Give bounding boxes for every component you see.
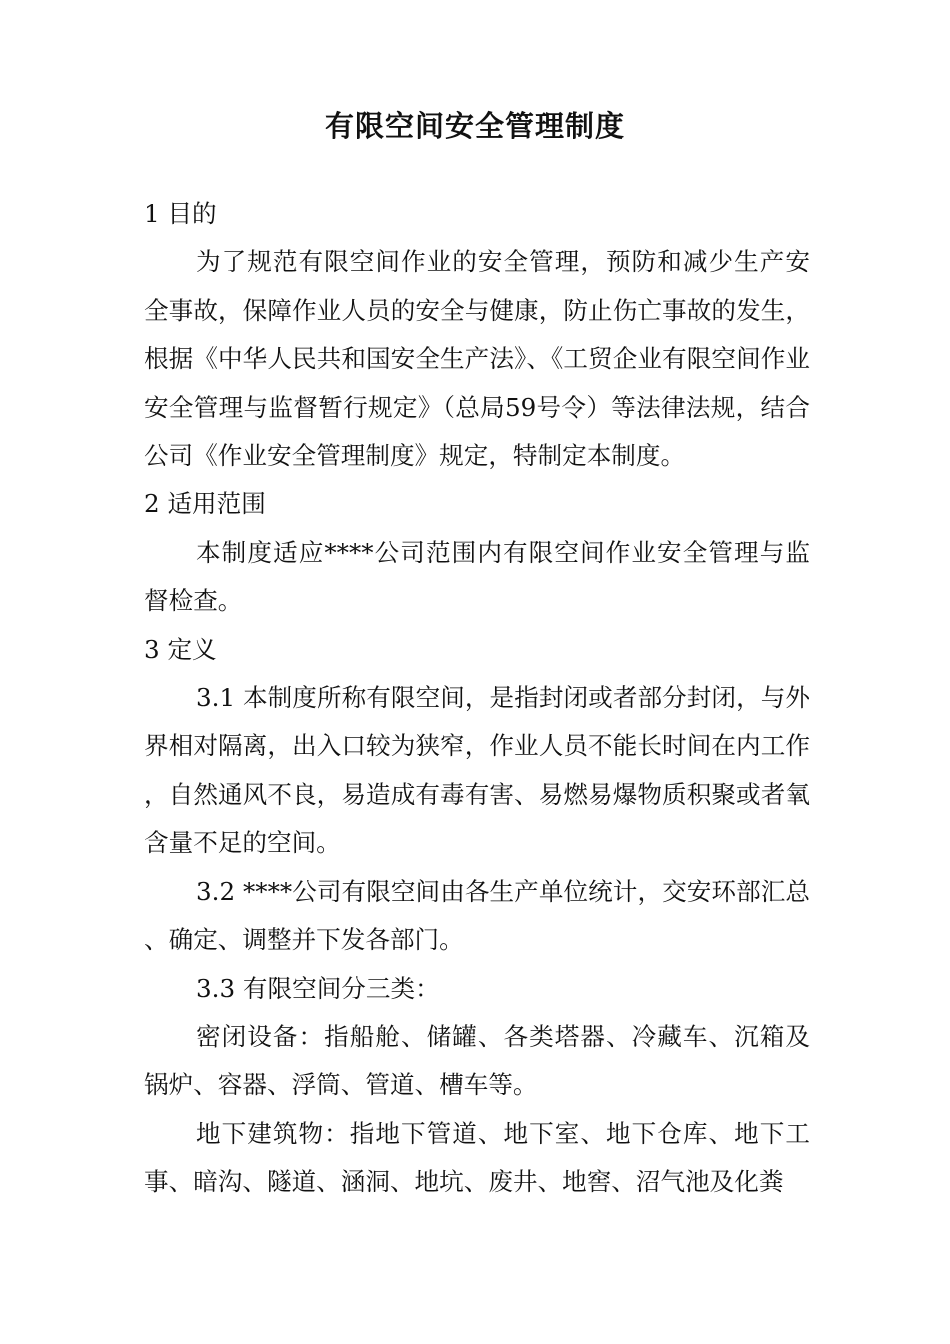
section-heading-definition: 3 定义 [144, 634, 217, 664]
paragraph-definition-3-3: 3.3 有限空间分三类： [196, 973, 440, 1003]
paragraph-definition-3-2: 3.2 ****公司有限空间由各生产单位统计，交安环部汇总、确定、调整并下发各部门。 [144, 876, 810, 955]
page-title: 有限空间安全管理制度 [324, 109, 625, 143]
paragraph-definition-3-1: 3.1 本制度所称有限空间，是指封闭或者部分封闭，与外界相对隔离，出入口较为狭窄，作业人员不能长时间在内工作，自然通风不良，易造成有毒有害、易燃易爆物质积聚或者氧含量不足的空间。 [144, 683, 810, 858]
section-heading-purpose: 1 目的 [144, 199, 217, 228]
paragraph-sealed-equipment: 密闭设备：指船舱、储罐、各类塔器、冷藏车、沉箱及锅炉、容器、浮筒、管道、槽车等。 [144, 1021, 810, 1100]
document-body [144, 190, 810, 1207]
section-heading-scope: 2 适用范围 [144, 489, 266, 519]
paragraph-scope: 本制度适应****公司范围内有限空间作业安全管理与监督检查。 [144, 537, 810, 616]
paragraph-underground-structures: 地下建筑物：指地下管道、地下室、地下仓库、地下工事、暗沟、隧道、涵洞、地坑、废井、地窖、沼气池及化粪 [144, 1118, 810, 1197]
paragraph-purpose: 为了规范有限空间作业的安全管理，预防和减少生产安全事故，保障作业人员的安全与健康，防止伤亡事故的发生，根据《中华人民共和国安全生产法》、《工贸企业有限空间作业安全管理与监督暂行规定》（总局59号令）等法律法规，结合公司《作业安全管理制度》规定，特制定本制度。 [144, 247, 810, 471]
